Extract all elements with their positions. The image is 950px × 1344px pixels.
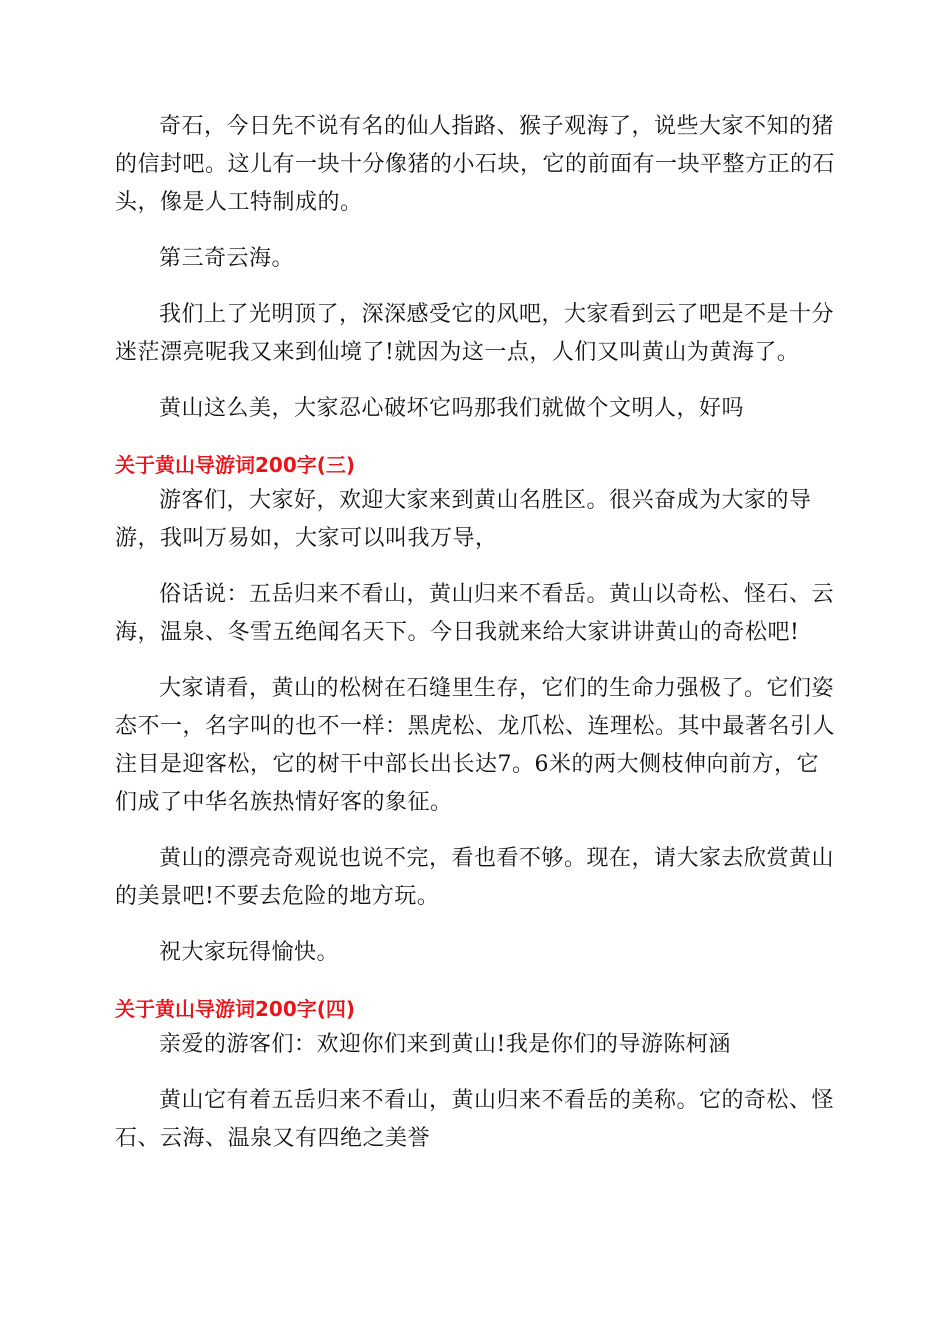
section-heading-three: 关于黄山导游词200字(三): [115, 453, 356, 477]
paragraph-five-wonders: 俗话说：五岳归来不看山，黄山归来不看岳。黄山以奇松、怪石、云海，温泉、冬雪五绝闻名天下。今日我就来给大家讲讲黄山的奇松吧!: [115, 582, 835, 645]
paragraph-bright-summit: 我们上了光明顶了，深深感受它的风吧，大家看到云了吧是不是十分迷茫漂亮呢我又来到仙境了!就因为这一点，人们又叫黄山为黄海了。: [115, 302, 835, 365]
paragraph-pine-trees: 大家请看，黄山的松树在石缝里生存，它们的生命力强极了。它们姿态不一，名字叫的也不一样：黑虎松、龙爪松、连理松。其中最著名引人注目是迎客松，它的树干中部长出长达7。6米的两大侧枝伸向前方，它们成了中华名族热情好客的象征。: [115, 676, 836, 815]
paragraph-scenery-endless: 黄山的漂亮奇观说也说不完，看也看不够。现在，请大家去欣赏黄山的美景吧!不要去危险的地方玩。: [115, 846, 835, 909]
paragraph-welcome-guide: 游客们，大家好，欢迎大家来到黄山名胜区。很兴奋成为大家的导游，我叫万易如，大家可以叫我万导，: [115, 488, 812, 551]
document-page: [115, 108, 835, 1158]
paragraph-civilized-tourist: 黄山这么美，大家忍心破坏它吗那我们就做个文明人，好吗: [159, 396, 745, 421]
paragraph-dear-tourists: 亲爱的游客们：欢迎你们来到黄山!我是你们的导游陈柯涵: [159, 1032, 731, 1057]
paragraph-have-fun: 祝大家玩得愉快。: [159, 940, 340, 965]
section-heading-four: 关于黄山导游词200字(四): [115, 997, 356, 1021]
paragraph-strange-rocks: 奇石，今日先不说有名的仙人指路、猴子观海了，说些大家不知的猪的信封吧。这儿有一块十分像猪的小石块，它的前面有一块平整方正的石头，像是人工特制成的。: [115, 114, 836, 215]
paragraph-sea-of-clouds-intro: 第三奇云海。: [159, 246, 295, 271]
paragraph-four-wonders: 黄山它有着五岳归来不看山，黄山归来不看岳的美称。它的奇松、怪石、云海、温泉又有四绝之美誉: [115, 1088, 835, 1151]
